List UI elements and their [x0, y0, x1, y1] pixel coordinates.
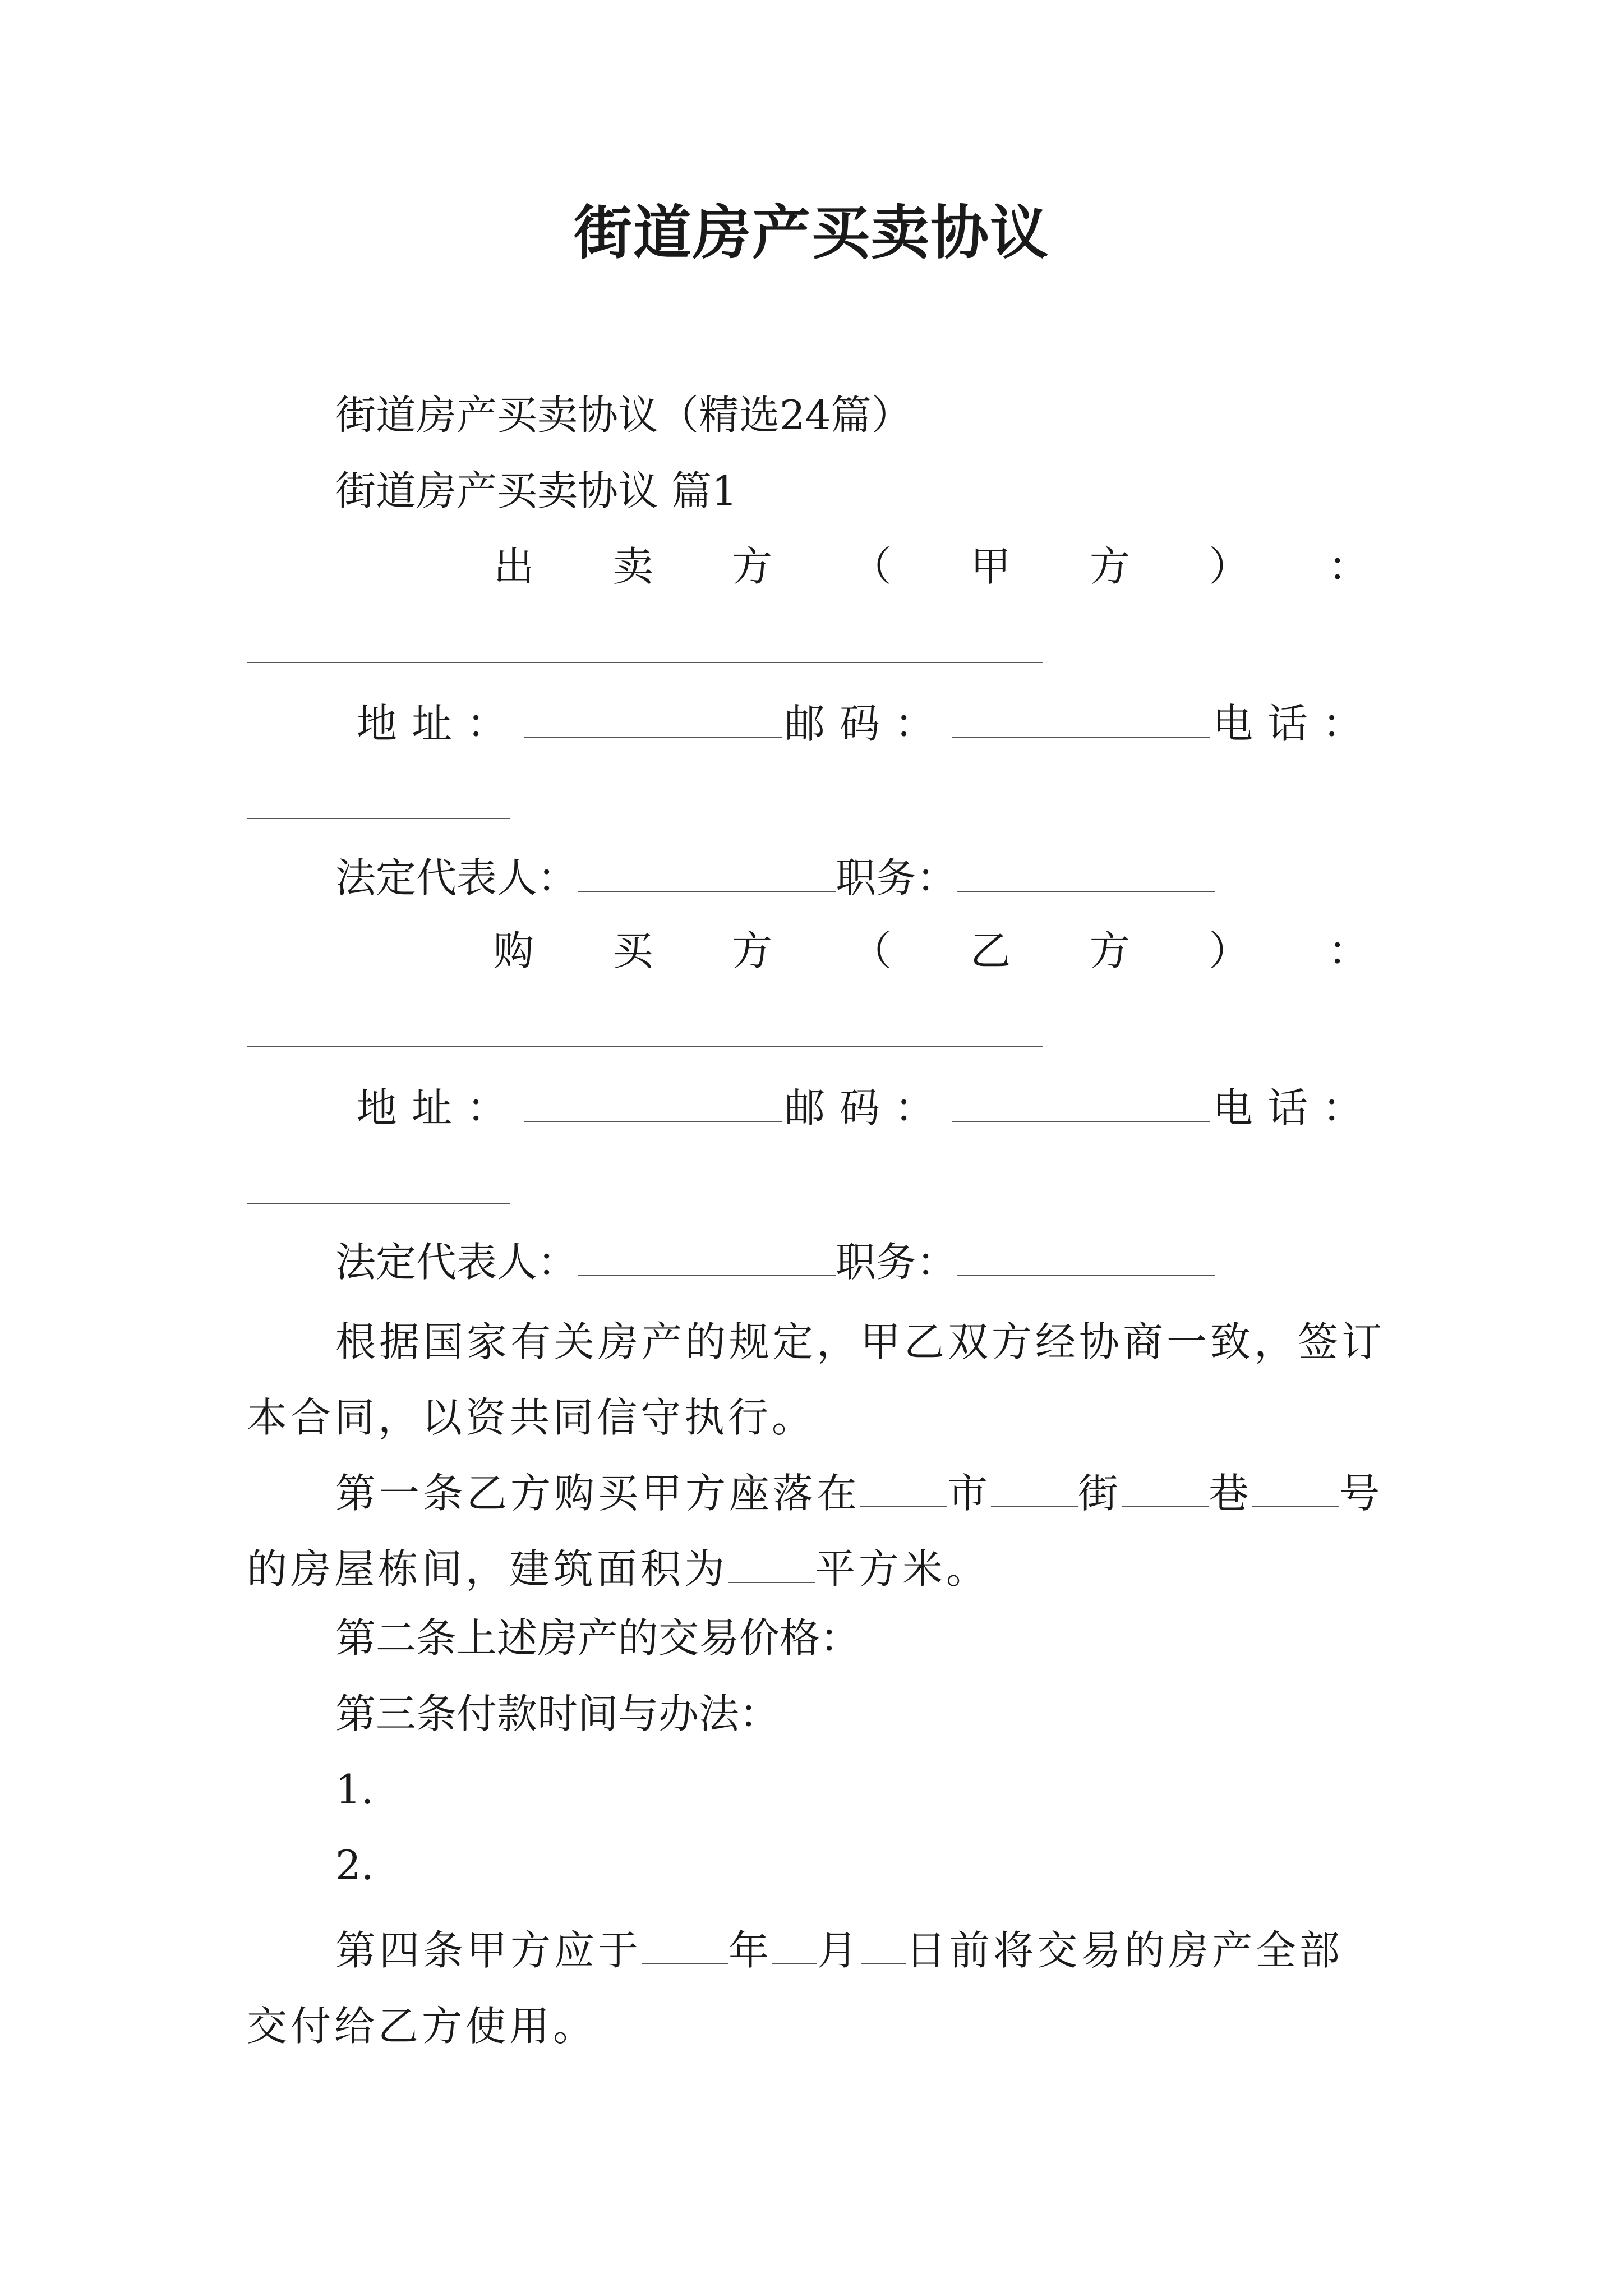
- city-blank[interactable]: [860, 1466, 947, 1507]
- lane-blank[interactable]: [1122, 1466, 1209, 1507]
- buyer-char: ：: [1327, 927, 1368, 974]
- buyer-rep-label: 法定代表人：: [335, 1239, 578, 1286]
- buyer-phone-blank[interactable]: [247, 1203, 510, 1204]
- buyer-char: 乙: [970, 927, 1011, 974]
- seller-char: 卖: [612, 543, 653, 590]
- buyer-contact-line: [357, 1080, 1377, 1136]
- buyer-char: 买: [612, 927, 653, 974]
- article-3: 第三条付款时间与办法：: [335, 1690, 780, 1737]
- section-heading: 街道房产买卖协议 篇1: [335, 467, 737, 514]
- buyer-rep-line: [335, 1234, 1215, 1290]
- intro-paragraph: 根据国家有关房产的规定，甲乙双方经协商一致，签订本合同，以资共同信守执行。: [247, 1318, 1386, 1441]
- year-blank[interactable]: [642, 1923, 728, 1964]
- buyer-char: ）: [1209, 927, 1249, 974]
- article-4-text: 第四条甲方应于: [335, 1927, 642, 1974]
- buyer-position-blank[interactable]: [957, 1235, 1215, 1276]
- article-2: 第二条上述房产的交易价格：: [335, 1614, 861, 1662]
- seller-position-blank[interactable]: [957, 850, 1215, 892]
- seller-char: （: [851, 543, 892, 590]
- day-blank[interactable]: [861, 1923, 906, 1964]
- area-unit: 平方米。: [815, 1545, 990, 1593]
- article-1-text-2: 号的房屋栋间，建筑面积为: [247, 1470, 1384, 1593]
- buyer-address-blank[interactable]: [524, 1080, 782, 1122]
- seller-postcode-label: 邮码：: [784, 700, 949, 747]
- buyer-char: 购: [494, 927, 534, 974]
- seller-phone-blank[interactable]: [247, 818, 510, 819]
- document-title: 街道房产买卖协议: [573, 198, 1049, 267]
- seller-rep-label: 法定代表人：: [335, 854, 578, 901]
- buyer-char: 方: [1089, 927, 1130, 974]
- lane-label: 巷: [1209, 1470, 1253, 1517]
- area-blank[interactable]: [728, 1542, 815, 1583]
- seller-contact-line: [357, 696, 1377, 752]
- month-label: 月: [817, 1927, 861, 1974]
- month-blank[interactable]: [772, 1923, 817, 1964]
- buyer-postcode-label: 邮码：: [784, 1084, 949, 1131]
- year-label: 年: [728, 1927, 773, 1974]
- city-label: 市: [947, 1470, 992, 1517]
- article-1-text: 第一条乙方购买甲方座落在: [335, 1470, 861, 1517]
- document-subtitle: 街道房产买卖协议（精选24篇）: [335, 392, 912, 439]
- seller-name-blank[interactable]: [247, 662, 1043, 663]
- buyer-address-label: 地址：: [357, 1084, 522, 1131]
- street-label: 街: [1078, 1470, 1122, 1517]
- seller-postcode-blank[interactable]: [952, 696, 1210, 738]
- buyer-name-blank[interactable]: [247, 1046, 1043, 1047]
- street-blank[interactable]: [991, 1466, 1078, 1507]
- buyer-phone-label: 电话：: [1212, 1084, 1377, 1131]
- buyer-char: 方: [732, 927, 773, 974]
- seller-party-line: [494, 539, 1368, 595]
- article-4-text-2: 日前将交易的房产全部交付给乙方使用。: [247, 1927, 1344, 2050]
- buyer-party-line: [494, 923, 1368, 979]
- seller-char: ：: [1327, 543, 1368, 590]
- article-4-paragraph: [247, 1913, 1385, 2064]
- seller-address-label: 地址：: [357, 700, 522, 747]
- seller-phone-label: 电话：: [1212, 700, 1377, 747]
- seller-char: ）: [1209, 543, 1249, 590]
- seller-char: 出: [494, 543, 534, 590]
- article-1-paragraph: [247, 1456, 1385, 1607]
- seller-position-label: 职务：: [836, 854, 957, 901]
- seller-address-blank[interactable]: [524, 696, 782, 738]
- list-item-2: 2.: [335, 1842, 374, 1889]
- number-blank[interactable]: [1252, 1466, 1339, 1507]
- seller-char: 方: [1089, 543, 1130, 590]
- buyer-rep-blank[interactable]: [578, 1235, 836, 1276]
- seller-char: 方: [732, 543, 773, 590]
- seller-rep-blank[interactable]: [578, 850, 836, 892]
- list-item-1: 1.: [335, 1766, 374, 1813]
- buyer-postcode-blank[interactable]: [952, 1080, 1210, 1122]
- seller-rep-line: [335, 850, 1215, 906]
- buyer-char: （: [851, 927, 892, 974]
- buyer-position-label: 职务：: [836, 1239, 957, 1286]
- seller-char: 甲: [970, 543, 1011, 590]
